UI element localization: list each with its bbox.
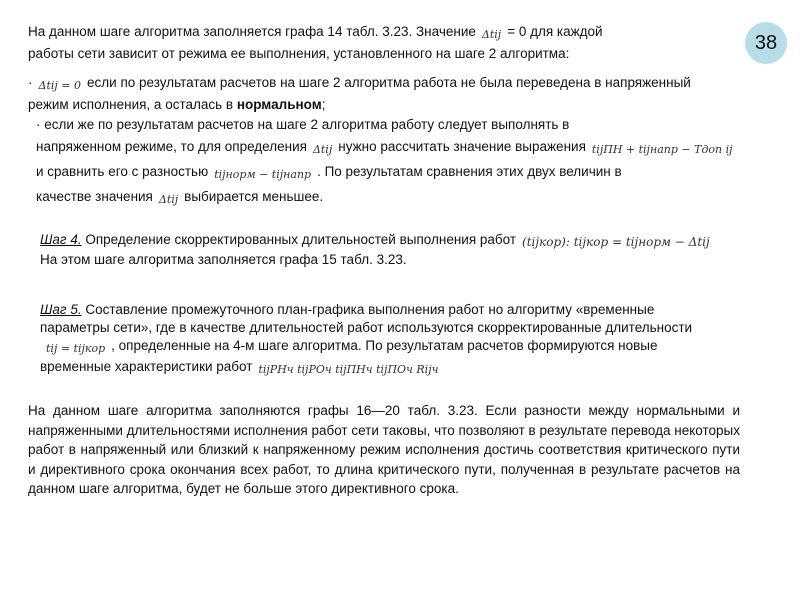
b2-line4b: выбирается меньшее. bbox=[184, 189, 324, 204]
p1-line1b: = 0 для каждой bbox=[507, 24, 603, 39]
b2-line1: · если же по результатам расчетов на шаге 2 алгоритма работу следует выполнять в bbox=[36, 117, 570, 132]
step4-label: Шаг 4. bbox=[40, 232, 82, 247]
b2-line2a: напряженном режиме, то для определения bbox=[36, 139, 307, 154]
b2-line2b: нужно рассчитать значение выражения bbox=[338, 139, 586, 154]
formula-delta2: Δtij bbox=[312, 143, 333, 156]
step5-line4-text: временные характеристики работ bbox=[40, 359, 253, 374]
b1-line1 bbox=[28, 73, 740, 95]
b2-line2 bbox=[28, 136, 740, 161]
step5-text: Составление промежуточного план-графика выполнения работ но алгоритму «временные bbox=[81, 302, 655, 317]
formula-delta: Δtij bbox=[481, 28, 502, 41]
slide-number-badge: 38 bbox=[745, 22, 787, 64]
final-paragraph: На данном шаге алгоритма заполняются графы 16—20 табл. 3.23. Если разности между нормальными и напряженными длительностями исполнения работ сети таковы, что позволяют в результате перевода некоторых работ в напряженный или близкий к напряженному режим исполнения достичь соответствия критического пути и директивного срока окончания всех работ, то длина критического пути, полученная в результате расчетов на данном шаге алгоритма, будет не больше этого директивного срока. bbox=[28, 403, 740, 496]
step5-line3 bbox=[40, 337, 740, 358]
step4-line2: На этом шаге алгоритма заполняется графа 15 табл. 3.23. bbox=[40, 252, 407, 267]
slide-content bbox=[28, 22, 740, 499]
b1-text: режим исполнения, а осталась в bbox=[28, 97, 237, 112]
p1-line1 bbox=[28, 22, 740, 44]
b1-semicolon: ; bbox=[321, 97, 326, 112]
formula-step5-b: tijРНч tijРОч tijПНч tijПОч Rijч bbox=[258, 363, 439, 376]
b1-bold: нормальном bbox=[236, 97, 322, 112]
b2-line3 bbox=[28, 161, 740, 186]
step5-section bbox=[28, 301, 740, 379]
step5-line1 bbox=[40, 301, 740, 319]
bullet-stressed bbox=[28, 114, 740, 211]
formula-step5-a: tij = tijкор bbox=[46, 342, 106, 355]
b1-line1-text: если по результатам расчетов на шаге 2 алгоритма работа не была переведена в напряженный bbox=[87, 75, 691, 90]
step5-line2: параметры сети», где в качестве длительностей работ используются скорректированные длительности bbox=[40, 320, 693, 335]
b2-line3a: и сравнить его с разностью bbox=[36, 164, 209, 179]
formula-expression: tijПН + tijнапр − Tдоп ij bbox=[591, 143, 733, 156]
formula-delta3: Δtij bbox=[158, 193, 179, 206]
intro-paragraph bbox=[28, 22, 740, 63]
formula-difference: tijнорм − tijнапр bbox=[214, 168, 312, 181]
bullet-normal bbox=[28, 73, 740, 114]
formula-delta-zero: Δtij = 0 bbox=[38, 79, 82, 92]
step5-label: Шаг 5. bbox=[40, 302, 82, 317]
b2-line3b: . По результатам сравнения этих двух величин в bbox=[317, 164, 622, 179]
formula-step4: (tijкор): tijкор = tijнорм − Δtij bbox=[522, 235, 710, 249]
p1-line2: работы сети зависит от режима ее выполнения, установленного на шаге 2 алгоритма: bbox=[28, 46, 570, 61]
step4-text: Определение скорректированных длительностей выполнения работ bbox=[81, 232, 517, 247]
b1-line2 bbox=[28, 95, 740, 114]
step4-line1 bbox=[40, 231, 740, 251]
step4-section bbox=[28, 231, 740, 269]
step5-line4 bbox=[40, 358, 740, 379]
b2-line4a: качестве значения bbox=[36, 189, 153, 204]
bullet: · bbox=[28, 75, 33, 90]
p1-line1a: На данном шаге алгоритма заполняется графа 14 табл. 3.23. Значение bbox=[28, 24, 476, 39]
b2-line4 bbox=[28, 186, 740, 211]
step5-line3-text: , определенные на 4-м шаге алгоритма. По результатам расчетов формируются новые bbox=[111, 338, 658, 353]
